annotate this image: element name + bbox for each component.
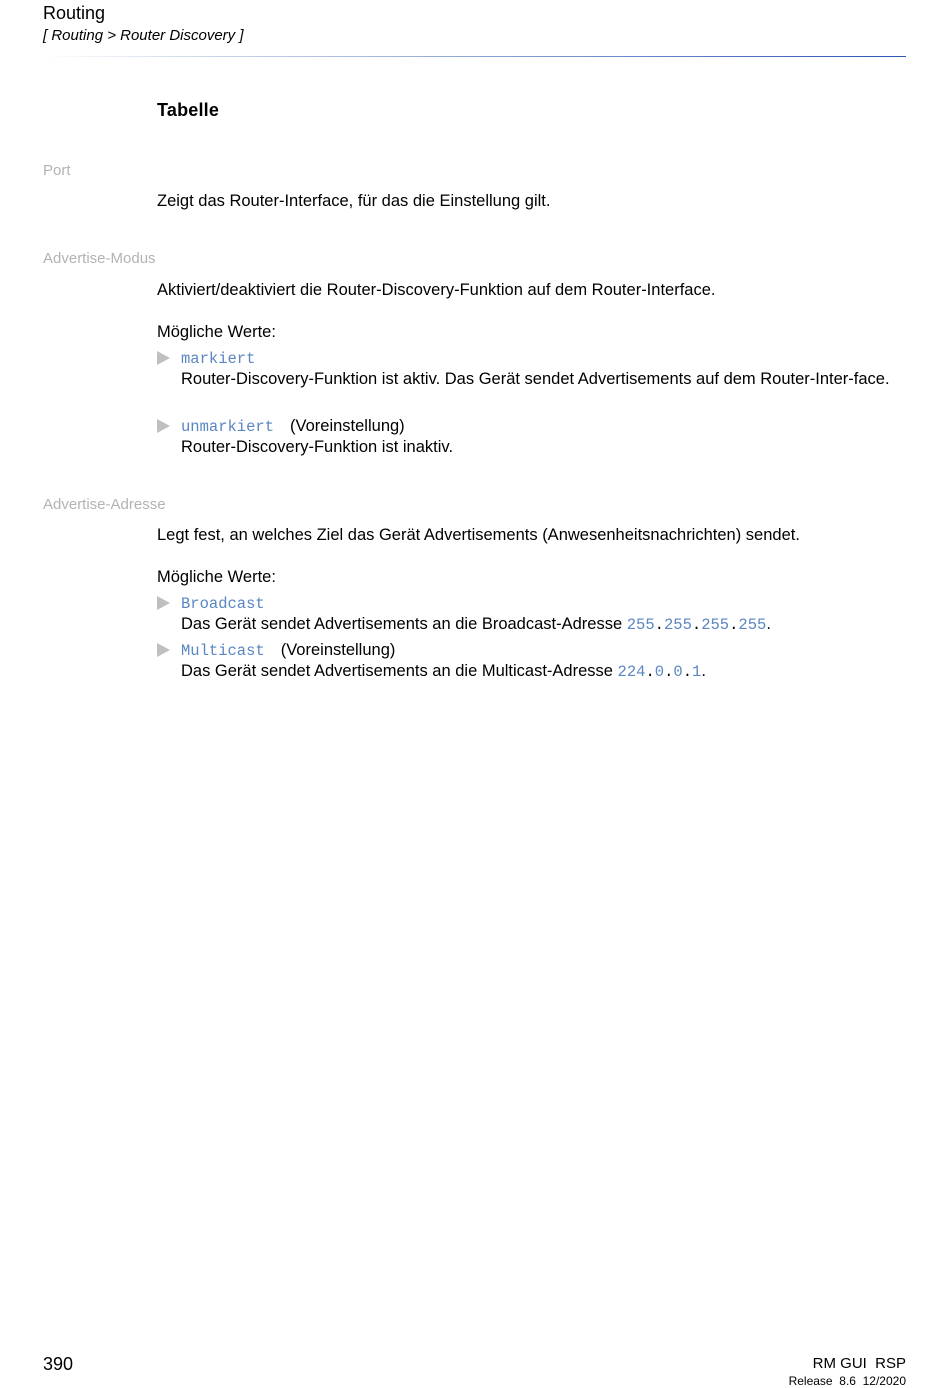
option-value: Multicast: [181, 642, 265, 660]
ip-octet: 224: [617, 663, 646, 681]
values-heading-advertise-address: Mögliche Werte:: [157, 568, 276, 586]
param-description-advertise-mode: Aktiviert/deaktiviert die Router-Discovery-Funktion auf dem Router-Interface.: [157, 281, 716, 299]
ip-octet: 0: [654, 663, 665, 681]
page-number: 390: [43, 1354, 74, 1374]
ip-octet: 255: [738, 616, 767, 634]
ip-address-broadcast: 255.255.255.255: [626, 616, 767, 634]
ip-address-multicast: 224.0.0.1: [617, 663, 702, 681]
ip-octet: 255: [701, 616, 730, 634]
default-note: (Voreinstellung): [280, 641, 396, 659]
list-item: [157, 416, 901, 457]
default-note: (Voreinstellung): [290, 417, 405, 435]
list-item: [157, 348, 901, 389]
param-label-advertise-address: Advertise-Adresse: [43, 496, 166, 513]
option-description: Router-Discovery-Funktion ist aktiv. Das Gerät sendet Advertisements auf dem Router-Inter-face.: [181, 370, 890, 388]
param-description-advertise-address: Legt fest, an welches Ziel das Gerät Advertisements (Anwesenheitsnachrichten) sendet.: [157, 526, 800, 544]
option-value: markiert: [181, 350, 256, 368]
triangle-bullet-icon: [157, 643, 170, 657]
header-divider: [43, 56, 906, 57]
triangle-bullet-icon: [157, 351, 170, 365]
option-value: unmarkiert: [181, 418, 275, 436]
values-heading-advertise-mode: Mögliche Werte:: [157, 323, 276, 341]
chapter-title: Routing: [43, 3, 106, 23]
list-item: Multicast (Voreinstellung) Das Gerät sendet Advertisements an die Multicast-Adresse 224.0.0.1.: [157, 640, 901, 682]
release-info: Release 8.6 12/2020: [788, 1374, 906, 1388]
ip-octet: 1: [692, 663, 702, 681]
ip-octet: 0: [673, 663, 683, 681]
triangle-bullet-icon: [157, 419, 170, 433]
option-value: Broadcast: [181, 595, 265, 613]
document-name: RM GUI RSP: [812, 1355, 906, 1372]
triangle-bullet-icon: [157, 596, 170, 610]
breadcrumb: [ Routing > Router Discovery ]: [43, 27, 244, 44]
param-label-advertise-mode: Advertise-Modus: [43, 250, 156, 267]
section-title: Tabelle: [157, 100, 220, 120]
param-label-port: Port: [43, 162, 71, 179]
option-description: Das Gerät sendet Advertisements an die Broadcast-Adresse: [181, 615, 623, 633]
ip-octet: 255: [663, 616, 692, 634]
ip-octet: 255: [626, 616, 655, 634]
option-description: Router-Discovery-Funktion ist inaktiv.: [181, 438, 454, 456]
param-description-port: Zeigt das Router-Interface, für das die Einstellung gilt.: [157, 192, 551, 210]
list-item: Broadcast Das Gerät sendet Advertisements an die Broadcast-Adresse 255.255.255.255.: [157, 593, 901, 635]
option-description: Das Gerät sendet Advertisements an die Multicast-Adresse: [181, 662, 613, 680]
